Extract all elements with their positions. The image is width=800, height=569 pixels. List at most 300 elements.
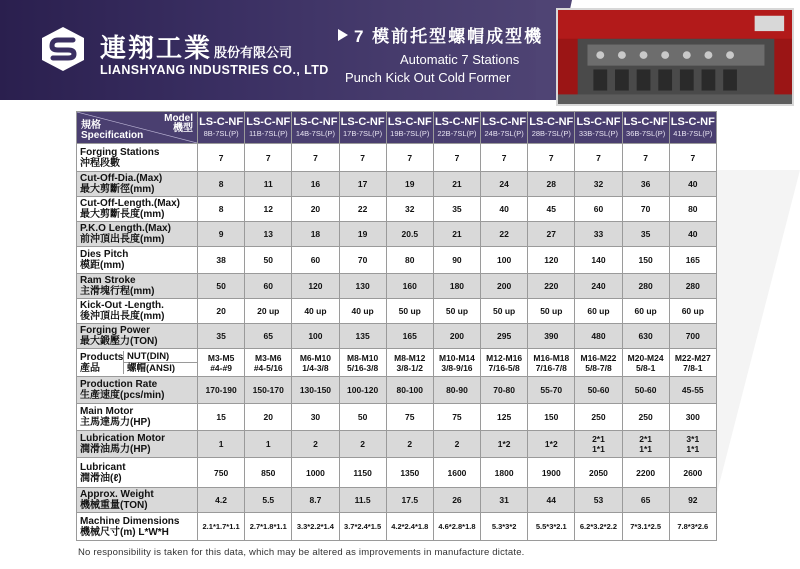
row-label-cn: 最大鍛壓力(TON) [80, 336, 158, 347]
product-din-value: M3-M6 [255, 352, 282, 363]
value-cell [386, 431, 433, 458]
product-din-value: M12-M16 [486, 352, 523, 363]
company-name-cn: 連翔工業 股份有限公司 [100, 33, 293, 63]
value-cell [528, 431, 575, 458]
row-label-cn: 沖程段數 [80, 157, 120, 169]
value-cell: 120 [292, 274, 339, 299]
value-cell: 100 [292, 324, 339, 349]
spec-row [77, 299, 717, 324]
value-cell: 70-80 [481, 377, 528, 404]
spec-table [76, 111, 717, 541]
value-cell: 53 [575, 488, 622, 513]
row-label [77, 247, 198, 274]
product-ansi-value: 1/4-3/8 [302, 362, 329, 373]
row-label [77, 299, 198, 324]
value-cell: 20 up [245, 299, 292, 324]
model-name: LS-C-NF [199, 116, 244, 129]
value-cell: 7*3.1*2.5 [622, 513, 669, 541]
value-cell [245, 431, 292, 458]
row-label-en: Production Rate [80, 379, 158, 390]
row-label-cn: 模距(mm) [80, 260, 125, 271]
row-label-en: Main Motor [80, 406, 134, 417]
value-cell: 2200 [622, 458, 669, 488]
value-cell: 38 [198, 247, 245, 274]
lube-motor-value: 2 [313, 439, 318, 449]
model-header-cell [292, 112, 339, 144]
value-cell: 90 [433, 247, 480, 274]
value-cell: 280 [622, 274, 669, 299]
product-ansi-value: 5/16-3/8 [347, 362, 379, 373]
value-cell: 13 [245, 222, 292, 247]
value-cell: 6.2*3.2*2.2 [575, 513, 622, 541]
value-cell: 7 [339, 144, 386, 172]
value-cell [669, 349, 716, 377]
lube-motor-value: 2 [454, 439, 460, 449]
value-cell [433, 349, 480, 377]
row-label [77, 144, 198, 172]
value-cell: 7.8*3*2.6 [669, 513, 716, 541]
value-cell: 27 [528, 222, 575, 247]
value-cell: 50 [198, 274, 245, 299]
row-label [77, 404, 198, 431]
model-code: 8B-7SL(P) [203, 129, 239, 139]
value-cell [292, 349, 339, 377]
value-cell: 165 [669, 247, 716, 274]
model-code: 17B-7SL(P) [343, 129, 383, 139]
product-title-en-line2: Punch Kick Out Cold Former [345, 70, 511, 85]
row-label [77, 349, 198, 377]
value-cell: 40 [669, 172, 716, 197]
row-label [77, 431, 198, 458]
value-cell: 36 [622, 172, 669, 197]
value-cell: 80-90 [433, 377, 480, 404]
value-cell [339, 431, 386, 458]
value-cell: 50 up [481, 299, 528, 324]
value-cell: 24 [481, 172, 528, 197]
lube-motor-value: 2 [360, 439, 365, 449]
value-cell [575, 431, 622, 458]
value-cell: 100 [481, 247, 528, 274]
product-title-cn: 7 模前托型螺帽成型機 [338, 22, 543, 47]
product-din-value: M8-M10 [347, 352, 379, 363]
page-header [0, 0, 800, 110]
product-din-value: M8-M12 [394, 352, 426, 363]
model-code: 33B-7SL(P) [578, 129, 619, 139]
value-cell: 17.5 [386, 488, 433, 513]
products-row [77, 349, 717, 377]
value-cell: 50 up [386, 299, 433, 324]
value-cell: 480 [575, 324, 622, 349]
row-label-en: Kick-Out -Length. [80, 300, 164, 311]
value-cell: 70 [622, 197, 669, 222]
value-cell: 60 [292, 247, 339, 274]
product-din-value: M16-M22 [580, 352, 617, 363]
value-cell [481, 431, 528, 458]
value-cell: 12 [245, 197, 292, 222]
row-label-cn: 潤滑油(ℓ) [80, 472, 122, 484]
value-cell [528, 349, 575, 377]
row-label [77, 222, 198, 247]
value-cell: 200 [433, 324, 480, 349]
value-cell: 8 [198, 197, 245, 222]
row-label [77, 458, 198, 488]
lube-motor-value: 3*1 [686, 434, 700, 444]
value-cell: 20.5 [386, 222, 433, 247]
value-cell: 135 [339, 324, 386, 349]
model-header-cell [245, 112, 292, 144]
model-name: LS-C-NF [246, 116, 291, 129]
products-sublabels [124, 351, 197, 374]
value-cell: 5.3*3*2 [481, 513, 528, 541]
model-header-cell [198, 112, 245, 144]
value-cell: 20 [292, 197, 339, 222]
spec-row [77, 247, 717, 274]
row-label-cn: 生產速度(pcs/min) [80, 390, 165, 401]
model-header-cell [669, 112, 716, 144]
row-label-en: Dies Pitch [80, 249, 129, 260]
model-name: LS-C-NF [293, 116, 338, 129]
product-ansi-value: #4-5/16 [253, 362, 283, 373]
value-cell: 140 [575, 247, 622, 274]
value-cell: 75 [433, 404, 480, 431]
value-cell: 50-60 [575, 377, 622, 404]
value-cell: 5.5*3*2.1 [528, 513, 575, 541]
spec-row [77, 458, 717, 488]
spec-row [77, 172, 717, 197]
value-cell: 150 [622, 247, 669, 274]
row-label-cn: 主馬達馬力(HP) [80, 417, 151, 428]
row-label-cn: 產品 [80, 362, 100, 374]
model-name: LS-C-NF [434, 116, 479, 129]
value-cell: 17 [339, 172, 386, 197]
nut-ansi-label: 螺帽(ANSI) [127, 363, 176, 374]
product-din-value: M16-M18 [533, 352, 570, 363]
value-cell: 2.7*1.8*1.1 [245, 513, 292, 541]
row-label-en: Cut-Off-Dia.(Max) [80, 173, 163, 184]
product-ansi-value: 3/8-1/2 [396, 362, 423, 373]
value-cell: 180 [433, 274, 480, 299]
row-label-cn: 機械重量(TON) [80, 500, 148, 511]
model-header-row [77, 112, 717, 144]
value-cell: 130-150 [292, 377, 339, 404]
nut-din-label: NUT(DIN) [124, 351, 197, 363]
value-cell: 7 [292, 144, 339, 172]
spec-row [77, 404, 717, 431]
model-label: Model 機型 [164, 113, 193, 134]
value-cell: 170-190 [198, 377, 245, 404]
value-cell: 2050 [575, 458, 622, 488]
product-ansi-value: 3/8-9/16 [441, 362, 473, 373]
value-cell: 33 [575, 222, 622, 247]
lube-motor-value: 1*2 [544, 439, 558, 449]
value-cell: 19 [339, 222, 386, 247]
value-cell: 1900 [528, 458, 575, 488]
row-label-en: Ram Stroke [80, 275, 136, 286]
value-cell: 15 [198, 404, 245, 431]
row-label-en: Machine Dimensions [80, 515, 180, 527]
value-cell: 50 [339, 404, 386, 431]
spec-row [77, 144, 717, 172]
model-header-cell [575, 112, 622, 144]
model-code: 11B-7SL(P) [248, 129, 288, 139]
value-cell: 250 [622, 404, 669, 431]
product-din-value: M6-M10 [299, 352, 332, 363]
value-cell: 125 [481, 404, 528, 431]
value-cell [622, 349, 669, 377]
value-cell: 60 up [622, 299, 669, 324]
value-cell: 8.7 [292, 488, 339, 513]
row-label-en: P.K.O Length.(Max) [80, 223, 171, 234]
value-cell: 1000 [292, 458, 339, 488]
products-label-group [77, 351, 197, 374]
value-cell [198, 349, 245, 377]
model-name: LS-C-NF [670, 116, 715, 129]
value-cell: 22 [339, 197, 386, 222]
value-cell: 21 [433, 172, 480, 197]
model-name: LS-C-NF [387, 116, 432, 129]
product-ansi-value: 5/8-1 [635, 362, 656, 373]
value-cell: 7 [433, 144, 480, 172]
row-label-cn: 後沖頂出長度(mm) [80, 311, 165, 322]
row-label-en: Cut-Off-Length.(Max) [80, 198, 180, 209]
value-cell: 1350 [386, 458, 433, 488]
model-name: LS-C-NF [529, 116, 574, 129]
value-cell: 11 [245, 172, 292, 197]
lube-motor-value: 1*2 [497, 439, 511, 449]
lube-motor-value: 1 [265, 439, 271, 449]
value-cell: 165 [386, 324, 433, 349]
product-ansi-value: 7/16-7/8 [535, 362, 567, 373]
disclaimer-footer: No responsibility is taken for this data, which may be altered as improvements in manufacture dictate. [78, 547, 525, 558]
lube-motor-value: 1 [218, 439, 224, 449]
triangle-arrow-icon [338, 29, 348, 41]
row-label [77, 513, 198, 541]
row-label-cn: 潤滑油馬力(HP) [80, 444, 151, 455]
value-cell [575, 349, 622, 377]
value-cell: 3.7*2.4*1.5 [339, 513, 386, 541]
value-cell: 60 up [575, 299, 622, 324]
value-cell: 7 [245, 144, 292, 172]
value-cell: 630 [622, 324, 669, 349]
spec-row [77, 197, 717, 222]
value-cell: 4.6*2.8*1.8 [433, 513, 480, 541]
spec-row [77, 513, 717, 541]
value-cell [386, 349, 433, 377]
value-cell: 4.2*2.4*1.8 [386, 513, 433, 541]
model-code: 22B-7SL(P) [437, 129, 477, 139]
product-ansi-value: #4-#9 [210, 362, 232, 373]
product-din-value: M20-M24 [627, 352, 664, 363]
machine-photo [556, 8, 794, 106]
value-cell [622, 431, 669, 458]
model-header-cell [433, 112, 480, 144]
value-cell: 45-55 [669, 377, 716, 404]
lube-motor-value: 2 [407, 439, 413, 449]
value-cell [669, 431, 716, 458]
row-label [77, 197, 198, 222]
value-cell: 1800 [481, 458, 528, 488]
lube-motor-value-2: 1*1 [639, 444, 653, 454]
value-cell [339, 349, 386, 377]
value-cell: 35 [433, 197, 480, 222]
value-cell: 40 [669, 222, 716, 247]
value-cell: 75 [386, 404, 433, 431]
product-ansi-value: 7/8-1 [683, 362, 703, 373]
value-cell: 7 [622, 144, 669, 172]
row-label-en: Lubrication Motor [80, 433, 165, 444]
product-din-value: M22-M27 [674, 352, 711, 363]
value-cell: 31 [481, 488, 528, 513]
model-code: 36B-7SL(P) [626, 129, 666, 139]
value-cell: 28 [528, 172, 575, 197]
spec-row [77, 324, 717, 349]
value-cell: 30 [292, 404, 339, 431]
value-cell: 120 [528, 247, 575, 274]
value-cell: 20 [198, 299, 245, 324]
row-label-en: Products [80, 351, 124, 363]
model-name: LS-C-NF [576, 116, 621, 129]
value-cell: 92 [669, 488, 716, 513]
value-cell: 1150 [339, 458, 386, 488]
row-label [77, 377, 198, 404]
value-cell: 40 [481, 197, 528, 222]
table-corner-cell [77, 112, 198, 144]
value-cell: 2600 [669, 458, 716, 488]
value-cell: 160 [386, 274, 433, 299]
value-cell: 100-120 [339, 377, 386, 404]
products-label [77, 351, 124, 374]
company-name-en: LIANSHYANG INDUSTRIES CO., LTD [100, 63, 329, 77]
value-cell: 240 [575, 274, 622, 299]
row-label-en: Approx. Weight [80, 489, 154, 500]
value-cell: 16 [292, 172, 339, 197]
value-cell: 80-100 [386, 377, 433, 404]
value-cell: 7 [528, 144, 575, 172]
value-cell: 22 [481, 222, 528, 247]
value-cell: 35 [198, 324, 245, 349]
value-cell: 50 [245, 247, 292, 274]
value-cell: 9 [198, 222, 245, 247]
row-label-en: Lubricant [80, 461, 126, 473]
value-cell: 65 [622, 488, 669, 513]
model-header-cell [386, 112, 433, 144]
spec-row [77, 274, 717, 299]
value-cell: 32 [386, 197, 433, 222]
value-cell [245, 349, 292, 377]
value-cell: 21 [433, 222, 480, 247]
row-label-cn: 前沖頂出長度(mm) [80, 234, 165, 245]
value-cell [198, 431, 245, 458]
product-din-value: M3-M5 [207, 352, 235, 363]
row-label-cn: 最大剪斷長度(mm) [80, 209, 165, 220]
value-cell: 60 up [669, 299, 716, 324]
value-cell: 44 [528, 488, 575, 513]
row-label [77, 324, 198, 349]
value-cell: 50-60 [622, 377, 669, 404]
value-cell: 50 up [433, 299, 480, 324]
model-header-cell [528, 112, 575, 144]
value-cell: 700 [669, 324, 716, 349]
model-name: LS-C-NF [340, 116, 385, 129]
value-cell: 70 [339, 247, 386, 274]
row-label-cn: 最大剪斷徑(mm) [80, 184, 155, 195]
row-label [77, 172, 198, 197]
value-cell: 35 [622, 222, 669, 247]
lube-motor-value-2: 1*1 [592, 444, 605, 454]
model-header-cell [339, 112, 386, 144]
value-cell: 295 [481, 324, 528, 349]
value-cell: 8 [198, 172, 245, 197]
value-cell: 850 [245, 458, 292, 488]
company-logo-icon [40, 26, 86, 72]
value-cell: 130 [339, 274, 386, 299]
value-cell: 200 [481, 274, 528, 299]
row-label-en: Forging Power [80, 325, 150, 336]
value-cell: 40 up [292, 299, 339, 324]
product-ansi-value: 7/16-5/8 [488, 362, 520, 373]
model-code: 28B-7SL(P) [531, 129, 571, 139]
spec-row [77, 222, 717, 247]
value-cell: 1600 [433, 458, 480, 488]
model-code: 41B-7SL(P) [673, 129, 713, 139]
value-cell [292, 431, 339, 458]
value-cell: 19 [386, 172, 433, 197]
value-cell: 4.2 [198, 488, 245, 513]
value-cell: 5.5 [245, 488, 292, 513]
value-cell: 11.5 [339, 488, 386, 513]
value-cell: 26 [433, 488, 480, 513]
value-cell: 80 [669, 197, 716, 222]
row-label [77, 488, 198, 513]
model-code: 24B-7SL(P) [484, 129, 524, 139]
model-header-cell [481, 112, 528, 144]
value-cell: 18 [292, 222, 339, 247]
model-name: LS-C-NF [482, 116, 527, 129]
row-label [77, 274, 198, 299]
product-din-value: M10-M14 [438, 352, 475, 363]
value-cell: 45 [528, 197, 575, 222]
value-cell: 60 [575, 197, 622, 222]
lube-motor-value: 2*1 [639, 434, 653, 444]
product-ansi-value: 5/8-7/8 [585, 362, 612, 373]
row-label-cn: 機械尺寸(m) L*W*H [80, 526, 169, 538]
value-cell: 220 [528, 274, 575, 299]
spec-row [77, 488, 717, 513]
product-title-en-line1: Automatic 7 Stations [400, 52, 520, 67]
value-cell [433, 431, 480, 458]
value-cell: 150-170 [245, 377, 292, 404]
value-cell: 7 [386, 144, 433, 172]
value-cell [481, 349, 528, 377]
value-cell: 50 up [528, 299, 575, 324]
specification-label: 規格 Specification [81, 120, 144, 141]
value-cell: 7 [481, 144, 528, 172]
row-label-cn: 主滑塊行程(mm) [80, 286, 155, 297]
model-code: 19B-7SL(P) [390, 129, 430, 139]
value-cell: 40 up [339, 299, 386, 324]
value-cell: 280 [669, 274, 716, 299]
value-cell: 32 [575, 172, 622, 197]
value-cell: 80 [386, 247, 433, 274]
row-label-en: Forging Stations [80, 146, 160, 158]
model-code: 14B-7SL(P) [295, 129, 336, 139]
value-cell: 750 [198, 458, 245, 488]
value-cell: 7 [575, 144, 622, 172]
lube-motor-value: 2*1 [592, 434, 605, 444]
spec-row [77, 377, 717, 404]
lube-motor-value-2: 1*1 [686, 444, 700, 454]
lubrication-motor-row [77, 431, 717, 458]
